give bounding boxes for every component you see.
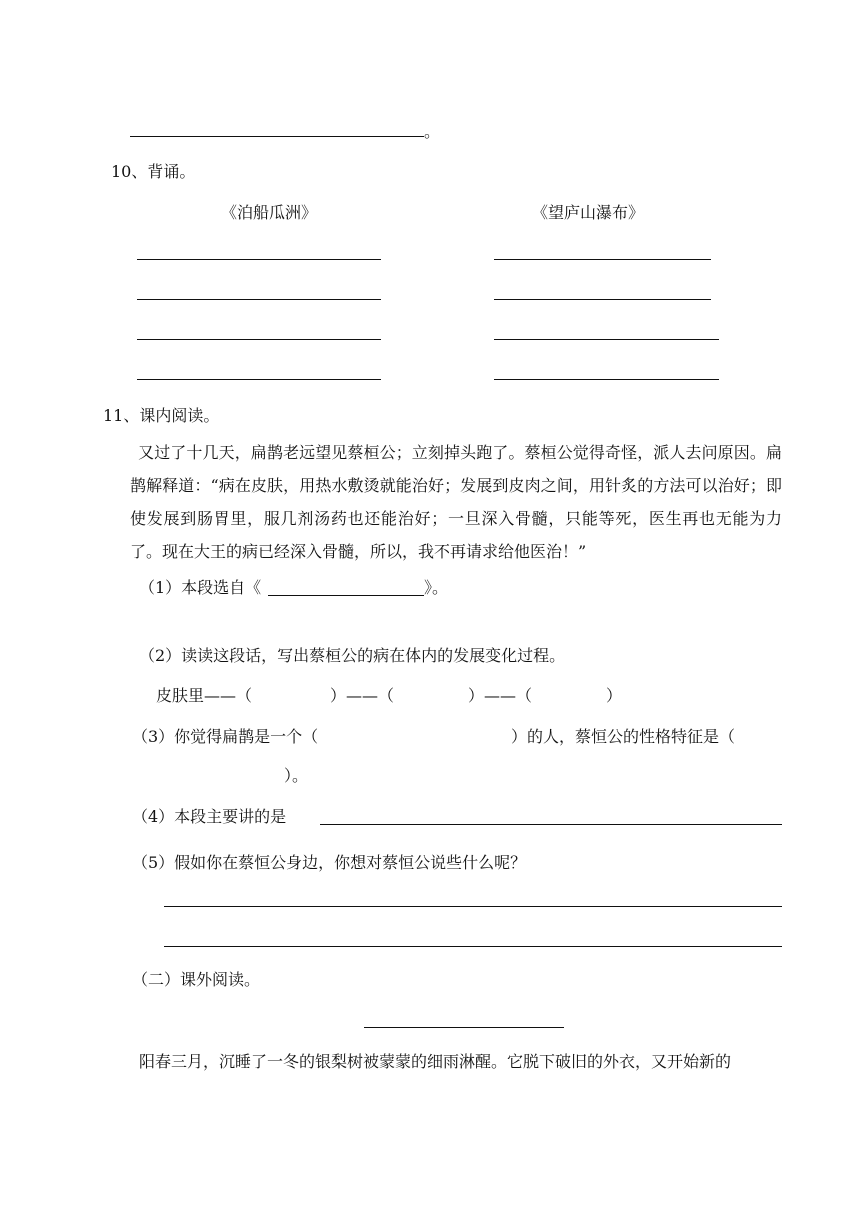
sub-question-3-part-c: ）。 — [284, 766, 309, 785]
poem-2-line-2 — [494, 299, 711, 300]
sub-question-5-line-1[interactable] — [164, 906, 782, 907]
progress-start: 皮肤里——（ — [156, 686, 253, 705]
sub-question-1-suffix: 》。 — [424, 578, 449, 597]
passage-text: 又过了十几天，扁鹊老远望见蔡桓公；立刻掉头跑了。蔡桓公觉得奇怪，派人去问原因。扁鹊解释道：“病在皮肤，用热水敷烫就能治好；发展到皮肉之间，用针炙的方法可以治好；即使发展到肠胃里，服几剂汤药也还能治好；一旦深入骨髓，只能等死，医生再也无能为力了。现在大王的病已经深入骨髓，所以，我不再请求给他医治！” — [130, 443, 782, 561]
poem-1-line-1 — [137, 259, 381, 260]
poem-title-1: 《泊船瓜洲》 — [221, 203, 318, 222]
poem-1-line-2 — [137, 299, 381, 300]
sub-question-5: （5）假如你在蔡恒公身边，你想对蔡恒公说些什么呢？ — [132, 853, 527, 872]
title-blank[interactable] — [364, 1027, 564, 1028]
poem-2-line-1 — [494, 259, 711, 260]
sub-question-3-part-b: ）的人，蔡恒公的性格特征是（ — [511, 727, 736, 746]
passage-first-line: 阳春三月，沉睡了一冬的银梨树被蒙蒙的细雨淋醒。它脱下破旧的外衣，又开始新的 — [139, 1052, 732, 1071]
progress-mid-1: ）——（ — [330, 686, 395, 705]
period-mark: 。 — [424, 122, 441, 141]
progress-mid-2: ）——（ — [468, 686, 533, 705]
sub-question-1-prefix: （1）本段选自《 — [139, 578, 262, 597]
sub-question-5-line-2[interactable] — [164, 946, 782, 947]
reading-passage — [130, 436, 782, 568]
poem-2-line-4 — [494, 379, 719, 380]
poem-title-2: 《望庐山瀑布》 — [532, 203, 645, 222]
sub-question-2: （2）读读这段话，写出蔡桓公的病在体内的发展变化过程。 — [139, 646, 566, 665]
sub-question-1-blank[interactable] — [268, 595, 424, 596]
section-heading: （二）课外阅读。 — [132, 970, 261, 989]
sub-question-3-part-a: （3）你觉得扁鹊是一个（ — [132, 727, 319, 746]
question-10-heading: 10、背诵。 — [111, 162, 196, 181]
sub-question-4: （4）本段主要讲的是 — [132, 807, 287, 826]
poem-1-line-3 — [137, 339, 381, 340]
sub-question-4-blank[interactable] — [320, 824, 782, 825]
progress-end: ） — [606, 686, 623, 705]
poem-1-line-4 — [137, 379, 381, 380]
question-11-heading: 11、课内阅读。 — [103, 406, 220, 425]
poem-2-line-3 — [494, 339, 719, 340]
answer-line — [130, 136, 424, 137]
